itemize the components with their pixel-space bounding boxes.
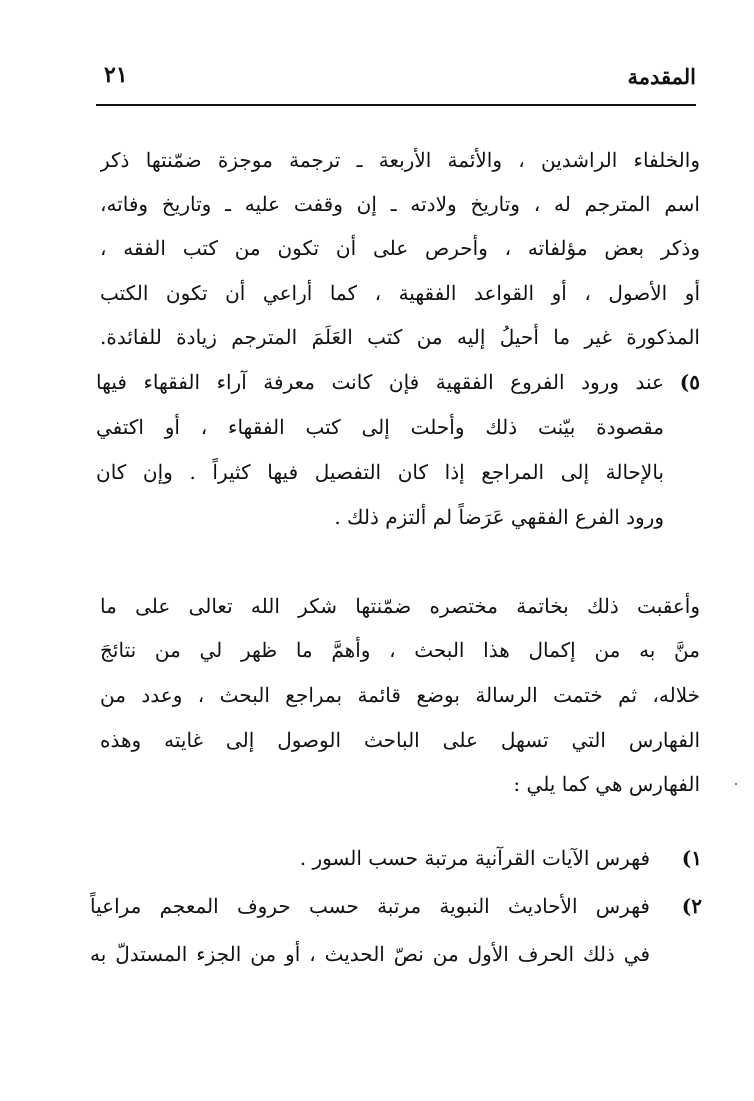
text-line: أو الأصول ، أو القواعد الفقهية ، كما أراعي أن تكون الكتب <box>100 281 700 305</box>
list-item-number: ٢) <box>681 894 702 918</box>
scan-speck <box>735 783 737 785</box>
text-line: خلاله، ثم ختمت الرسالة بوضع قائمة بمراجع البحث ، وعدد من <box>100 683 700 707</box>
text-line: فهرس الآيات القرآنية مرتبة حسب السور . <box>299 846 650 870</box>
text-line: الفهارس هي كما يلي : <box>513 772 700 796</box>
text-line: منَّ به من إكمال هذا البحث ، وأهمَّ ما ظهر لي من نتائجَ <box>100 638 700 662</box>
page-header <box>96 62 696 98</box>
text-line: ورود الفرع الفقهي عَرَضاً لم ألتزم ذلك . <box>334 505 664 529</box>
text-line: فهرس الأحاديث النبوية مرتبة حسب حروف المعجم مراعياً <box>90 894 650 918</box>
text-line: المذكورة غير ما أحيلُ إليه من كتب العَلَمَ المترجم زيادة للفائدة. <box>100 325 700 349</box>
text-line: عند ورود الفروع الفقهية فإن كانت معرفة آراء الفقهاء فيها <box>96 370 664 394</box>
chapter-title: المقدمة <box>627 64 696 89</box>
list-item-number: ٥) <box>679 370 700 394</box>
text-line: مقصودة بيّنت ذلك وأحلت إلى كتب الفقهاء ، أو اكتفي <box>96 415 664 439</box>
list-item <box>90 886 702 926</box>
text-line: اسم المترجم له ، وتاريخ ولادته ـ إن وقفت عليه ـ وتاريخ وفاته، <box>100 192 700 216</box>
text-line: والخلفاء الراشدين ، والأئمة الأربعة ـ ترجمة موجزة ضمّنتها ذكر <box>100 148 700 172</box>
header-rule <box>96 104 696 106</box>
text-line: في ذلك الحرف الأول من نصّ الحديث ، أو من الجزء المستدلّ به <box>90 942 650 966</box>
list-item <box>96 838 702 878</box>
text-line: الفهارس التي تسهل على الباحث الوصول إلى غايته وهذه <box>100 728 700 752</box>
list-item-number: ١) <box>681 846 702 870</box>
list-item-continuation <box>90 934 702 974</box>
text-line: وذكر بعض مؤلفاته ، وأحرص على أن تكون من كتب الفقه ، <box>100 236 700 260</box>
page-number: ٢١ <box>104 62 128 88</box>
text-line: بالإحالة إلى المراجع إذا كان التفصيل فيها كثيراً . وإن كان <box>96 460 664 484</box>
text-line: وأعقبت ذلك بخاتمة مختصره ضمّنتها شكر الله تعالى على ما <box>100 594 700 618</box>
